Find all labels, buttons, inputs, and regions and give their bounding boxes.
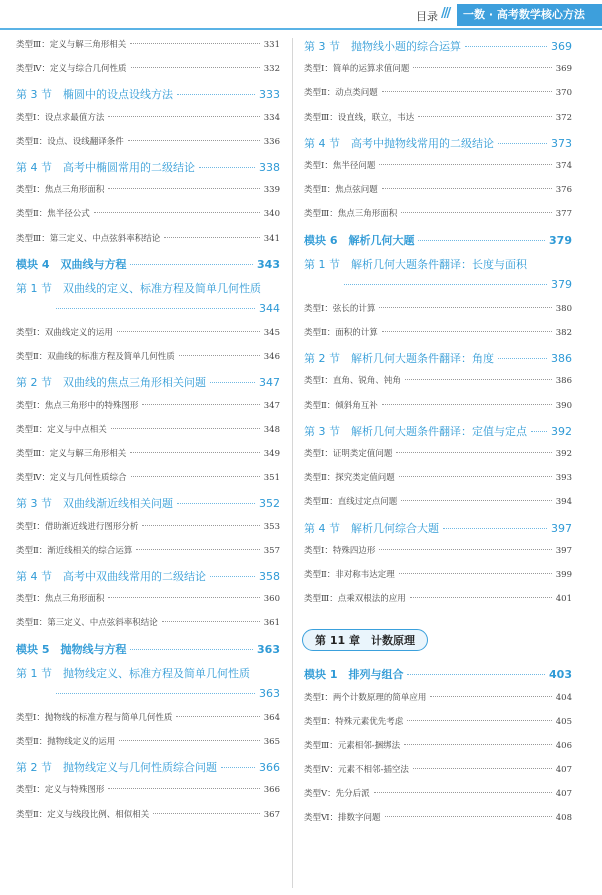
- type-entry[interactable]: [304, 111, 572, 135]
- page-number: 393: [555, 473, 572, 484]
- page-number: 408: [555, 813, 572, 824]
- page-number: 341: [263, 233, 280, 244]
- page-number: 364: [263, 712, 280, 723]
- type-entry[interactable]: [304, 471, 572, 495]
- entry-title: 模块 4 双曲线与方程: [16, 257, 127, 271]
- entry-title: 类型Ⅱ：定义与中点相关: [16, 424, 107, 435]
- dot-leader: [382, 91, 552, 92]
- type-entry[interactable]: [16, 38, 280, 62]
- header-rule: [0, 28, 602, 30]
- type-entry[interactable]: [304, 62, 572, 86]
- dot-leader: [108, 597, 259, 598]
- dot-leader: [407, 720, 551, 721]
- type-entry[interactable]: [16, 232, 280, 256]
- dot-leader: [344, 284, 547, 285]
- page-number: 348: [263, 424, 280, 435]
- entry-title: 类型Ⅰ：焦点三角形面积: [16, 594, 105, 605]
- dot-leader: [410, 597, 552, 598]
- book-title-band: 一数 · 高考数学核心方法: [457, 4, 602, 26]
- section-entry[interactable]: [16, 374, 280, 398]
- dot-leader: [379, 307, 551, 308]
- page-number: 397: [555, 545, 572, 556]
- page-number: 346: [263, 352, 280, 363]
- type-entry[interactable]: [304, 592, 572, 616]
- dot-leader: [162, 621, 260, 622]
- entry-title: 类型Ⅱ：面积的计算: [304, 328, 378, 339]
- dot-leader: [108, 116, 259, 117]
- entry-title: 第 4 节 高考中双曲线常用的二级结论: [16, 569, 206, 583]
- type-entry[interactable]: [304, 763, 572, 787]
- entry-title: 类型Ⅱ：焦半径公式: [16, 209, 90, 220]
- dot-leader: [131, 476, 260, 477]
- entry-title: 类型Ⅱ：设点、设线翻译条件: [16, 136, 124, 147]
- dot-leader: [430, 696, 551, 697]
- entry-title: 类型Ⅰ：设点求最值方法: [16, 112, 105, 123]
- page-number: 363: [257, 642, 280, 656]
- type-entry[interactable]: [16, 183, 280, 207]
- page-number: 366: [263, 785, 280, 796]
- page-number: 392: [555, 449, 572, 459]
- dot-leader: [379, 164, 551, 165]
- entry-title: 类型Ⅱ：动点类问题: [304, 88, 378, 99]
- entry-title: 类型Ⅰ：借助渐近线进行图形分析: [16, 521, 139, 532]
- type-entry[interactable]: [16, 399, 280, 423]
- entry-title: 类型Ⅰ：特殊四边形: [304, 545, 376, 556]
- page-number: 358: [259, 569, 280, 583]
- page-number: 353: [263, 521, 280, 532]
- type-entry[interactable]: [304, 787, 572, 811]
- page-number: 373: [551, 136, 572, 150]
- type-entry[interactable]: [304, 495, 572, 519]
- entry-title: 类型Ⅱ：双曲线的标准方程及简单几何性质: [16, 352, 175, 363]
- page-number: 374: [555, 160, 572, 171]
- dot-leader: [210, 576, 255, 577]
- entry-title: 第 4 节 高考中椭圆常用的二级结论: [16, 160, 195, 174]
- entry-title: 类型Ⅲ：焦点三角形面积: [304, 209, 398, 220]
- dot-leader: [443, 528, 547, 529]
- type-entry[interactable]: [16, 207, 280, 231]
- chapter-title: 第 11 章 计数原理: [302, 629, 428, 651]
- type-entry[interactable]: [16, 520, 280, 544]
- entry-title: 第 4 节 高考中抛物线常用的二级结论: [304, 136, 494, 150]
- dot-leader: [396, 452, 551, 453]
- entry-title: 类型Ⅰ：抛物线的标准方程与简单几何性质: [16, 712, 173, 723]
- section-entry-page-row[interactable]: [304, 278, 572, 302]
- dot-leader: [130, 649, 253, 650]
- section-entry[interactable]: [304, 423, 572, 447]
- entry-title: 类型Ⅳ：定义与综合几何性质: [16, 64, 127, 75]
- section-entry[interactable]: [16, 86, 280, 110]
- section-entry-title[interactable]: 第 1 节 解析几何大题条件翻译：长度与面积: [304, 257, 527, 271]
- page-number: 361: [263, 618, 280, 629]
- page-number: 339: [263, 185, 280, 196]
- page-number: 365: [263, 737, 280, 748]
- section-entry-page-row[interactable]: [16, 302, 280, 326]
- type-entry[interactable]: [304, 207, 572, 231]
- type-entry[interactable]: [16, 135, 280, 159]
- section-entry[interactable]: [304, 135, 572, 159]
- dot-leader: [498, 143, 547, 144]
- dot-leader: [418, 240, 545, 241]
- page-number: 343: [257, 257, 280, 271]
- entry-title: 类型Ⅴ：先分后派: [304, 789, 370, 800]
- section-entry[interactable]: [304, 350, 572, 374]
- toc-left-column: [16, 38, 280, 832]
- dot-leader: [405, 379, 552, 380]
- entry-title: 类型Ⅱ：探究类定值问题: [304, 473, 395, 484]
- page-number: 351: [263, 473, 280, 484]
- page-header: [0, 0, 602, 34]
- section-entry[interactable]: [304, 520, 572, 544]
- type-entry[interactable]: [304, 374, 572, 398]
- page-number: 407: [555, 789, 572, 800]
- type-entry[interactable]: [16, 783, 280, 807]
- page-number: 369: [555, 64, 572, 75]
- page-number: 370: [555, 88, 572, 99]
- module-entry[interactable]: [16, 256, 280, 280]
- section-entry[interactable]: [16, 159, 280, 183]
- dot-leader: [56, 693, 255, 694]
- entry-title: 类型Ⅰ：定义与特殊图形: [16, 785, 105, 796]
- dot-leader: [498, 358, 547, 359]
- entry-title: 类型Ⅱ：特殊元素优先考虑: [304, 716, 404, 727]
- dot-leader: [382, 331, 552, 332]
- dot-leader: [136, 549, 259, 550]
- dot-leader: [413, 768, 552, 769]
- entry-title: 类型Ⅵ：排数字问题: [304, 813, 381, 824]
- dot-leader: [111, 428, 260, 429]
- dot-leader: [404, 744, 552, 745]
- dot-leader: [401, 212, 552, 213]
- column-divider: [292, 38, 293, 888]
- dot-leader: [153, 813, 259, 814]
- entry-title: 类型Ⅱ：非对称韦达定理: [304, 569, 395, 580]
- type-entry[interactable]: [304, 326, 572, 350]
- dot-leader: [108, 188, 259, 189]
- page-number: 357: [263, 545, 280, 556]
- dot-leader: [130, 43, 260, 44]
- dot-leader: [418, 116, 552, 117]
- entry-title: 模块 1 排列与组合: [304, 668, 404, 682]
- entry-title: 类型Ⅱ：抛物线定义的运用: [16, 737, 116, 748]
- page-number: 394: [555, 497, 572, 508]
- type-entry[interactable]: [304, 159, 572, 183]
- dot-leader: [142, 404, 259, 405]
- type-entry[interactable]: [304, 568, 572, 592]
- page-number: 407: [555, 765, 572, 776]
- type-entry[interactable]: [16, 808, 280, 832]
- section-entry-page-row[interactable]: [16, 687, 280, 711]
- section-entry-title[interactable]: 第 1 节 双曲线的定义、标准方程及简单几何性质: [16, 281, 261, 295]
- page-number: 403: [549, 668, 572, 682]
- entry-title: 类型Ⅰ：简单的运算求值问题: [304, 64, 410, 75]
- type-entry[interactable]: [16, 544, 280, 568]
- entry-title: 第 2 节 抛物线定义与几何性质综合问题: [16, 761, 217, 775]
- entry-title: 类型Ⅲ：直线过定点问题: [304, 497, 398, 508]
- page-number: 345: [263, 328, 280, 339]
- page-number: 369: [551, 40, 572, 53]
- dot-leader: [130, 452, 260, 453]
- dot-leader: [385, 816, 552, 817]
- header-slashes: ///: [441, 6, 450, 21]
- dot-leader: [407, 674, 545, 675]
- type-entry[interactable]: [16, 447, 280, 471]
- page-number: 363: [259, 686, 280, 700]
- page-number: 372: [555, 112, 572, 123]
- page-number: 338: [259, 160, 280, 174]
- module-entry[interactable]: [304, 232, 572, 256]
- entry-title: 类型Ⅲ：设直线，联立，韦达: [304, 112, 415, 123]
- dot-leader: [399, 476, 552, 477]
- entry-title: 类型Ⅲ：元素相邻-捆绑法: [304, 740, 401, 751]
- dot-leader: [401, 500, 552, 501]
- page-number: 334: [263, 112, 280, 123]
- entry-title: 类型Ⅰ：双曲线定义的运用: [16, 328, 113, 339]
- page-number: 332: [263, 64, 280, 75]
- dot-leader: [119, 740, 259, 741]
- type-entry[interactable]: [16, 62, 280, 86]
- type-entry[interactable]: [16, 616, 280, 640]
- page-number: 379: [551, 277, 572, 291]
- page-number: 392: [551, 424, 572, 438]
- type-entry[interactable]: [304, 183, 572, 207]
- page-number: 379: [549, 233, 572, 247]
- dot-leader: [94, 212, 260, 213]
- type-entry[interactable]: [16, 592, 280, 616]
- entry-title: 类型Ⅰ：焦点三角形面积: [16, 185, 105, 196]
- type-entry[interactable]: [16, 471, 280, 495]
- page-number: 377: [555, 209, 572, 220]
- dot-leader: [142, 525, 259, 526]
- dot-leader: [131, 67, 260, 68]
- entry-title: 第 2 节 双曲线的焦点三角形相关问题: [16, 376, 206, 390]
- module-entry[interactable]: [304, 666, 572, 690]
- type-entry[interactable]: [304, 544, 572, 568]
- dot-leader: [374, 792, 552, 793]
- section-entry[interactable]: [16, 495, 280, 519]
- entry-title: 类型Ⅳ：定义与几何性质综合: [16, 473, 127, 484]
- entry-title: 类型Ⅰ：证明类定值问题: [304, 449, 393, 459]
- type-entry[interactable]: [304, 302, 572, 326]
- page-number: 366: [259, 761, 280, 775]
- page-number: 399: [555, 569, 572, 580]
- type-entry[interactable]: [16, 326, 280, 350]
- toc-right-column: [304, 38, 572, 836]
- page-number: 344: [259, 301, 280, 315]
- dot-leader: [399, 573, 552, 574]
- dot-leader: [379, 549, 551, 550]
- entry-title: 类型Ⅱ：第三定义、中点弦斜率积结论: [16, 618, 158, 629]
- section-entry[interactable]: [304, 38, 572, 62]
- type-entry[interactable]: [16, 735, 280, 759]
- dot-leader: [210, 382, 255, 383]
- dot-leader: [117, 331, 260, 332]
- page-number: 347: [263, 400, 280, 411]
- page-number: 367: [263, 809, 280, 820]
- page-number: 382: [555, 328, 572, 339]
- type-entry[interactable]: [304, 447, 572, 471]
- dot-leader: [382, 404, 552, 405]
- dot-leader: [221, 767, 255, 768]
- dot-leader: [177, 503, 255, 504]
- entry-title: 类型Ⅱ：焦点弦问题: [304, 185, 378, 196]
- dot-leader: [130, 264, 253, 265]
- dot-leader: [108, 788, 259, 789]
- page-number: 406: [555, 740, 572, 751]
- page-number: 347: [259, 376, 280, 390]
- type-entry[interactable]: [304, 811, 572, 835]
- page-number: 336: [263, 136, 280, 147]
- page-number: 404: [555, 692, 572, 703]
- page-number: 340: [263, 209, 280, 220]
- entry-title: 类型Ⅲ：定义与解三角形相关: [16, 40, 127, 50]
- page-number: 331: [263, 40, 280, 50]
- entry-title: 类型Ⅲ：点乘双根法的应用: [304, 594, 406, 605]
- page-number: 386: [555, 376, 572, 387]
- entry-title: 类型Ⅰ：焦半径问题: [304, 160, 376, 171]
- entry-title: 模块 6 解析几何大题: [304, 233, 415, 247]
- entry-title: 类型Ⅱ：渐近线相关的综合运算: [16, 545, 133, 556]
- chapter-heading: [302, 628, 572, 652]
- dot-leader: [382, 188, 552, 189]
- entry-title: 类型Ⅰ：弦长的计算: [304, 303, 376, 314]
- dot-leader: [128, 140, 260, 141]
- page-number: 349: [263, 449, 280, 459]
- entry-title: 类型Ⅰ：两个计数原理的简单应用: [304, 692, 427, 703]
- type-entry[interactable]: [16, 350, 280, 374]
- entry-title: 类型Ⅰ：直角、锐角、钝角: [304, 376, 401, 387]
- toc-label: 目录: [416, 10, 438, 23]
- dot-leader: [56, 308, 255, 309]
- entry-title: 第 3 节 抛物线小题的综合运算: [304, 40, 461, 53]
- page-number: 386: [551, 352, 572, 366]
- entry-title: 第 2 节 解析几何大题条件翻译：角度: [304, 352, 494, 366]
- type-entry[interactable]: [304, 715, 572, 739]
- entry-title: 类型Ⅲ：定义与解三角形相关: [16, 449, 127, 459]
- dot-leader: [199, 167, 255, 168]
- dot-leader: [176, 716, 259, 717]
- type-entry[interactable]: [16, 711, 280, 735]
- type-entry[interactable]: [304, 86, 572, 110]
- entry-title: 类型Ⅱ：倾斜角互补: [304, 400, 378, 411]
- dot-leader: [531, 431, 547, 432]
- page-number: 401: [555, 594, 572, 605]
- entry-title: 类型Ⅳ：元素不相邻-插空法: [304, 765, 409, 776]
- page-number: 352: [259, 497, 280, 511]
- entry-title: 类型Ⅱ：定义与线段比例、相似相关: [16, 809, 150, 820]
- type-entry[interactable]: [16, 111, 280, 135]
- entry-title: 类型Ⅲ：第三定义、中点弦斜率积结论: [16, 233, 161, 244]
- entry-title: 第 3 节 双曲线渐近线相关问题: [16, 497, 173, 511]
- page-number: 333: [259, 88, 280, 102]
- entry-title: 第 4 节 解析几何综合大题: [304, 521, 439, 535]
- page-number: 380: [555, 303, 572, 314]
- entry-title: 第 3 节 椭圆中的设点设线方法: [16, 88, 173, 102]
- dot-leader: [177, 94, 255, 95]
- type-entry[interactable]: [304, 691, 572, 715]
- page-number: 405: [555, 716, 572, 727]
- entry-title: 类型Ⅰ：焦点三角形中的特殊图形: [16, 400, 139, 411]
- module-entry[interactable]: [16, 641, 280, 665]
- page-number: 376: [555, 185, 572, 196]
- entry-title: 模块 5 抛物线与方程: [16, 642, 127, 656]
- dot-leader: [413, 67, 551, 68]
- entry-title: 第 3 节 解析几何大题条件翻译：定值与定点: [304, 424, 527, 438]
- page-number: 397: [551, 521, 572, 535]
- page-number: 360: [263, 594, 280, 605]
- section-entry[interactable]: [16, 759, 280, 783]
- type-entry[interactable]: [16, 423, 280, 447]
- dot-leader: [465, 46, 547, 47]
- type-entry[interactable]: [304, 399, 572, 423]
- section-entry-title[interactable]: 第 1 节 抛物线定义、标准方程及简单几何性质: [16, 666, 250, 680]
- dot-leader: [164, 237, 260, 238]
- section-entry[interactable]: [16, 568, 280, 592]
- type-entry[interactable]: [304, 739, 572, 763]
- page-number: 390: [555, 400, 572, 411]
- dot-leader: [179, 355, 260, 356]
